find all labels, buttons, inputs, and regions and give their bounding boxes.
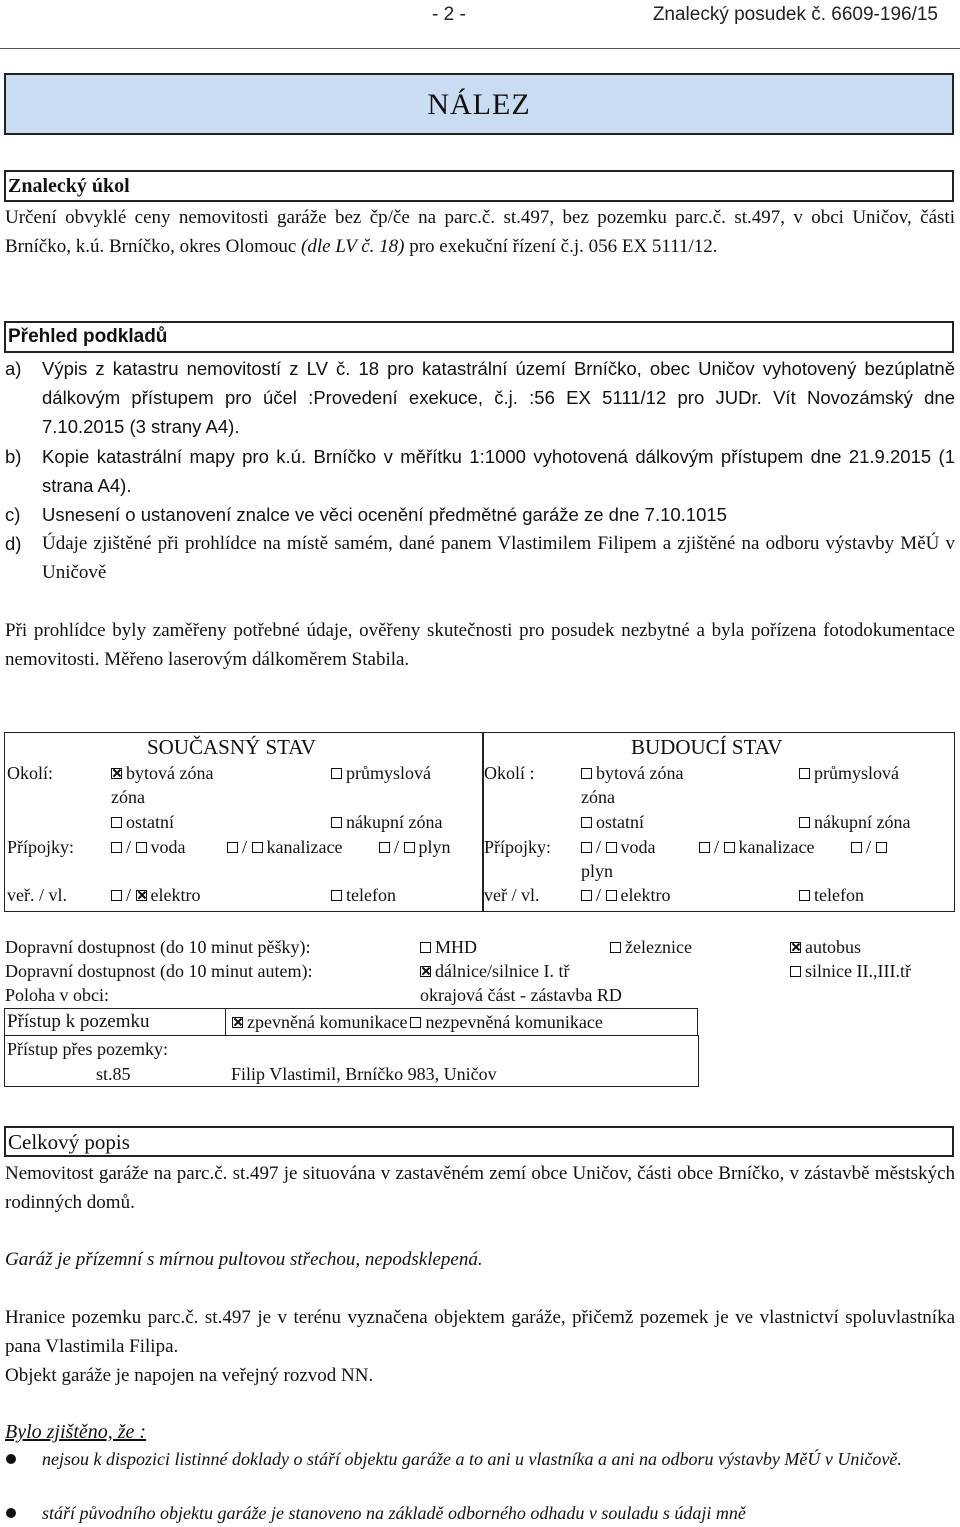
checkbox-icon: [799, 817, 810, 828]
description-p1: Nemovitost garáže na parc.č. st.497 je situována v zastavěném zemí obce Uničov, části obce Brníčko, v zástavbě městských rodinných domů.: [5, 1163, 955, 1213]
current-nakupni: nákupní zóna: [331, 810, 442, 834]
current-plyn: / plyn: [379, 835, 451, 859]
state-table: [4, 732, 955, 912]
future-voda: / voda: [581, 835, 656, 859]
sources-heading: Přehled podkladů: [4, 321, 954, 353]
current-zona: zóna: [111, 787, 145, 807]
checkbox-icon: [331, 890, 342, 901]
future-ostatni: ostatní: [581, 810, 644, 834]
source-item-label: b): [5, 446, 22, 467]
autobus-option: autobus: [790, 935, 861, 959]
checkbox-icon: [581, 768, 592, 779]
parcel-number: st.85: [96, 1064, 131, 1084]
findings-heading: Bylo zjištěno, že :: [5, 1421, 147, 1443]
future-kanalizace: / kanalizace: [699, 835, 814, 859]
future-plyn: plyn: [581, 861, 614, 881]
pristup-value-box: [225, 1008, 698, 1036]
current-okoli-label: Okolí:: [7, 763, 54, 783]
checkbox-icon: [699, 842, 710, 853]
future-state-heading: BUDOUCÍ STAV: [631, 735, 783, 759]
source-item-label: d): [5, 533, 22, 554]
future-elektro: / elektro: [581, 883, 671, 907]
checkbox-icon: [331, 768, 342, 779]
description-p3: Hranice pozemku parc.č. st.497 je v terénu vyznačena objektem garáže, přičemž pozemek je ve vlastnictví spoluvlastníka pana Vlastimila Filipa.: [5, 1307, 955, 1357]
future-nakupni: nákupní zóna: [799, 810, 910, 834]
checkbox-icon: [581, 817, 592, 828]
bullet-icon: [6, 1454, 16, 1464]
source-item-b: [5, 442, 955, 500]
finding-item: stáří původního objektu garáže je stanoveno na základě odborného odhadu v souladu s údaji mně: [42, 1503, 746, 1523]
source-item-text: Usnesení o ustanovení znalce ve věci ocenění předmětné garáže ze dne 7.10.1015: [42, 504, 727, 525]
document-title: Znalecký posudek č. 6609-196/15: [652, 4, 938, 25]
source-item-text: Výpis z katastru nemovitostí z LV č. 18 pro katastrální území Brníčko, obec Uničov vyhotovený bezúplatně dálkovým přístupem pro účel :Provedení exekuce, č.j. :56 EX 5111/12 pro JUDr. Vít Novozámský dne 7.10.2015 (3 strany A4).: [42, 358, 955, 437]
checked-box-icon: [420, 966, 431, 977]
findings-list: [0, 1446, 960, 1527]
current-bytova: bytová zóna: [111, 761, 213, 785]
header-divider: [0, 48, 960, 49]
checked-box-icon: [232, 1017, 243, 1028]
task-text-main: Určení obvyklé ceny nemovitosti garáže bez čp/če na parc.č. st.497, bez pozemku parc.č. st.497, v obci Uničov, části Brníčko, k.ú. Brníčko, okres Olomouc: [5, 207, 955, 257]
current-elektro: / elektro: [111, 883, 201, 907]
future-okoli-label: Okolí :: [484, 763, 535, 783]
description-p4: Objekt garáže je napojen na veřejný rozvod NN.: [5, 1365, 374, 1386]
source-item-label: a): [5, 358, 22, 379]
checkbox-icon: [404, 842, 415, 853]
car-label: Dopravní dostupnost (do 10 minut autem):: [5, 961, 313, 981]
future-pripojky-label: Přípojky:: [484, 837, 552, 857]
page-header: [0, 4, 960, 28]
source-item-label: c): [5, 504, 21, 525]
pres-label: Přístup přes pozemky:: [7, 1039, 168, 1059]
checkbox-icon: [799, 768, 810, 779]
finding-item: nejsou k dispozici listinné doklady o stáří objektu garáže a to ani u vlastníka a ani na odboru výstavby MěÚ v Uničově.: [42, 1449, 902, 1469]
current-voda: / voda: [111, 835, 186, 859]
pristup-label: Přístup k pozemku: [7, 1011, 150, 1032]
owner-info: Filip Vlastimil, Brníčko 983, Uničov: [231, 1064, 497, 1084]
checkbox-icon: [379, 842, 390, 853]
source-item-d: [5, 529, 955, 587]
checked-box-icon: [111, 768, 122, 779]
checked-box-icon: [136, 890, 147, 901]
checkbox-icon: [111, 817, 122, 828]
pres-pozemky-box: [4, 1035, 699, 1087]
current-ver-label: veř. / vl.: [7, 885, 67, 905]
checkbox-icon: [724, 842, 735, 853]
current-prumyslova: průmyslová: [331, 761, 431, 785]
walk-label: Dopravní dostupnost (do 10 minut pěšky):: [5, 937, 311, 957]
source-item-text: Kopie katastrální mapy pro k.ú. Brníčko v měřítku 1:1000 vyhotovená dálkovým přístupem dne 21.9.2015 (1 strana A4).: [42, 446, 955, 496]
checkbox-icon: [606, 890, 617, 901]
future-ver-label: veř / vl.: [484, 885, 540, 905]
checkbox-icon: [410, 1017, 421, 1028]
checkbox-icon: [876, 842, 887, 853]
task-text-end: pro exekuční řízení č.j. 056 EX 5111/12.: [409, 236, 718, 257]
inspection-note: Při prohlídce byly zaměřeny potřebné údaje, ověřeny skutečnosti pro posudek nezbytné a byla pořízena fotodokumentace nemovitosti. Měřeno laserovým dálkoměrem Stabila.: [5, 620, 955, 670]
mhd-option: MHD: [420, 935, 477, 959]
future-zona: zóna: [581, 787, 615, 807]
task-heading: Znalecký úkol: [4, 170, 954, 202]
checkbox-icon: [581, 890, 592, 901]
checkbox-icon: [252, 842, 263, 853]
source-item-text: Údaje zjištěné při prohlídce na místě samém, dané panem Vlastimilem Filipem a zjištěné na odboru výstavby MěÚ v Uničově: [42, 533, 955, 583]
checkbox-icon: [420, 942, 431, 953]
task-text-italic: (dle LV č. 18): [301, 236, 405, 257]
future-plyn-boxes: /: [851, 835, 891, 859]
checkbox-icon: [790, 966, 801, 977]
bullet-icon: [6, 1508, 16, 1518]
current-kanalizace: / kanalizace: [227, 835, 342, 859]
checkbox-icon: [581, 842, 592, 853]
current-telefon: telefon: [331, 883, 396, 907]
checkbox-icon: [851, 842, 862, 853]
checkbox-icon: [111, 890, 122, 901]
poloha-value: okrajová část - zástavba RD: [420, 985, 622, 1005]
task-text: [5, 203, 955, 261]
main-title: NÁLEZ: [4, 73, 954, 135]
checkbox-icon: [136, 842, 147, 853]
pristup-label-box: [4, 1008, 226, 1036]
source-item-c: [5, 500, 955, 529]
future-prumyslova: průmyslová: [799, 761, 899, 785]
checked-box-icon: [790, 942, 801, 953]
checkbox-icon: [610, 942, 621, 953]
current-ostatni: ostatní: [111, 810, 174, 834]
page-number: - 2 -: [432, 4, 466, 25]
zeleznice-option: železnice: [610, 935, 692, 959]
checkbox-icon: [799, 890, 810, 901]
zpevnena-option: zpevněná komunikace nezpevněná komunikace: [232, 1010, 603, 1034]
checkbox-icon: [227, 842, 238, 853]
source-item-a: [5, 354, 955, 441]
future-bytova: bytová zóna: [581, 761, 683, 785]
checkbox-icon: [331, 817, 342, 828]
description-heading: Celkový popis: [4, 1126, 954, 1157]
silnice-option: silnice II.,III.tř: [790, 959, 911, 983]
future-telefon: telefon: [799, 883, 864, 907]
checkbox-icon: [606, 842, 617, 853]
description-p2: Garáž je přízemní s mírnou pultovou střechou, nepodsklepená.: [5, 1249, 483, 1270]
current-pripojky-label: Přípojky:: [7, 837, 75, 857]
checkbox-icon: [111, 842, 122, 853]
poloha-label: Poloha v obci:: [5, 985, 109, 1005]
dalnice-option: dálnice/silnice I. tř: [420, 959, 569, 983]
current-state-heading: SOUČASNÝ STAV: [147, 735, 316, 759]
